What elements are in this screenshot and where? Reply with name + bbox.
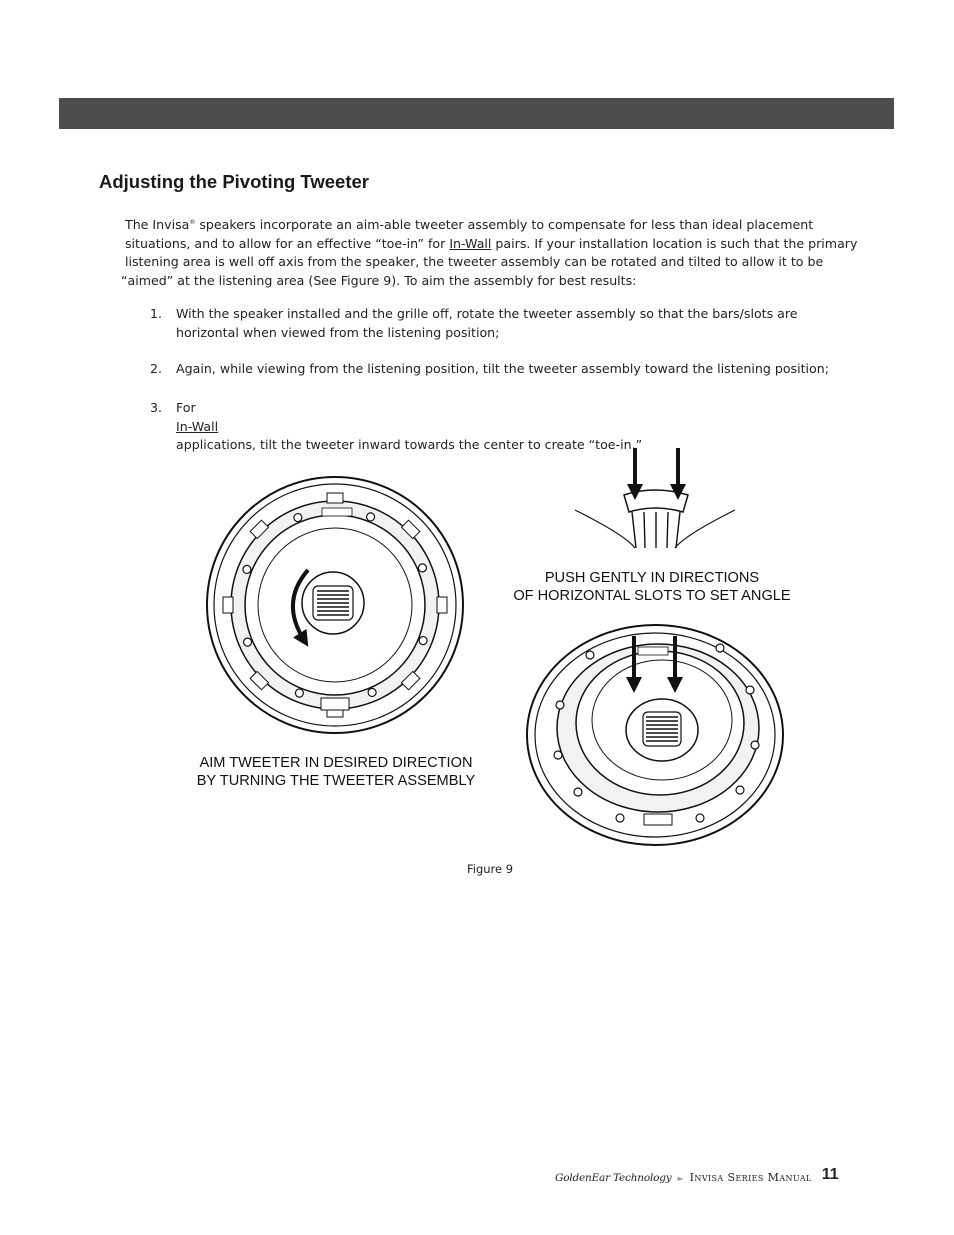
logo-badge (638, 647, 668, 655)
step-text: Again, while viewing from the listening position, tilt the tweeter assembly toward the listening position; (176, 361, 829, 376)
intro-line-4: “aimed” at the listening area (See Figure 9). To aim the assembly for best results: (121, 272, 637, 288)
logo-badge (322, 508, 352, 516)
section-title: Adjusting the Pivoting Tweeter (99, 171, 369, 192)
page-number: 11 (821, 1166, 839, 1183)
step-text: horizontal when viewed from the listening position; (176, 324, 500, 340)
tweeter-assembly (302, 572, 364, 634)
terminal-block (644, 814, 672, 825)
step-number: 1. (150, 306, 163, 321)
tweeter-side-view (575, 448, 735, 548)
step-number: 3. (150, 400, 163, 415)
right-speaker-angled-view (527, 625, 783, 845)
intro-line-3: listening area is well off axis from the speaker, the tweeter assembly can be rotated and tilted to allow it to be (125, 254, 824, 270)
left-speaker-front-view (207, 477, 463, 733)
callout-push-gently: PUSH GENTLY IN DIRECTIONS OF HORIZONTAL SLOTS TO SET ANGLE (513, 570, 791, 604)
in-wall-term: In-Wall (449, 235, 492, 251)
step-number: 2. (150, 361, 163, 376)
page-footer (555, 1166, 839, 1186)
step-text: With the speaker installed and the grille off, rotate the tweeter assembly so that the bars/slots are (176, 306, 798, 321)
tweeter-assembly (626, 699, 698, 761)
step-text: For In-Wall applications, tilt the tweeter inward towards the center to create “toe-in.” (176, 400, 643, 453)
terminal-block (321, 698, 349, 710)
callout-aim-tweeter: AIM TWEETER IN DESIRED DIRECTION BY TURNING THE TWEETER ASSEMBLY (196, 755, 476, 789)
in-wall-term: In-Wall (176, 418, 219, 434)
footer-manual-title: Invisa Series Manual (689, 1171, 812, 1184)
intro-line-1: The Invisa® speakers incorporate an aim-able tweeter assembly to compensate for less than ideal placement (125, 217, 814, 232)
figure-caption: Figure 9 (467, 862, 514, 876)
intro-line-2: situations, and to allow for an effective “toe-in” for In-Wall pairs. If your installation location is such that the primary (125, 235, 858, 251)
figure-9-illustration (180, 440, 820, 860)
intro-paragraph (121, 214, 881, 290)
registered-mark: ® (189, 219, 196, 226)
footer-brand: GoldenEar Technology (555, 1172, 672, 1184)
header-bar (59, 98, 894, 129)
footer-separator-icon: ► (677, 1174, 684, 1183)
